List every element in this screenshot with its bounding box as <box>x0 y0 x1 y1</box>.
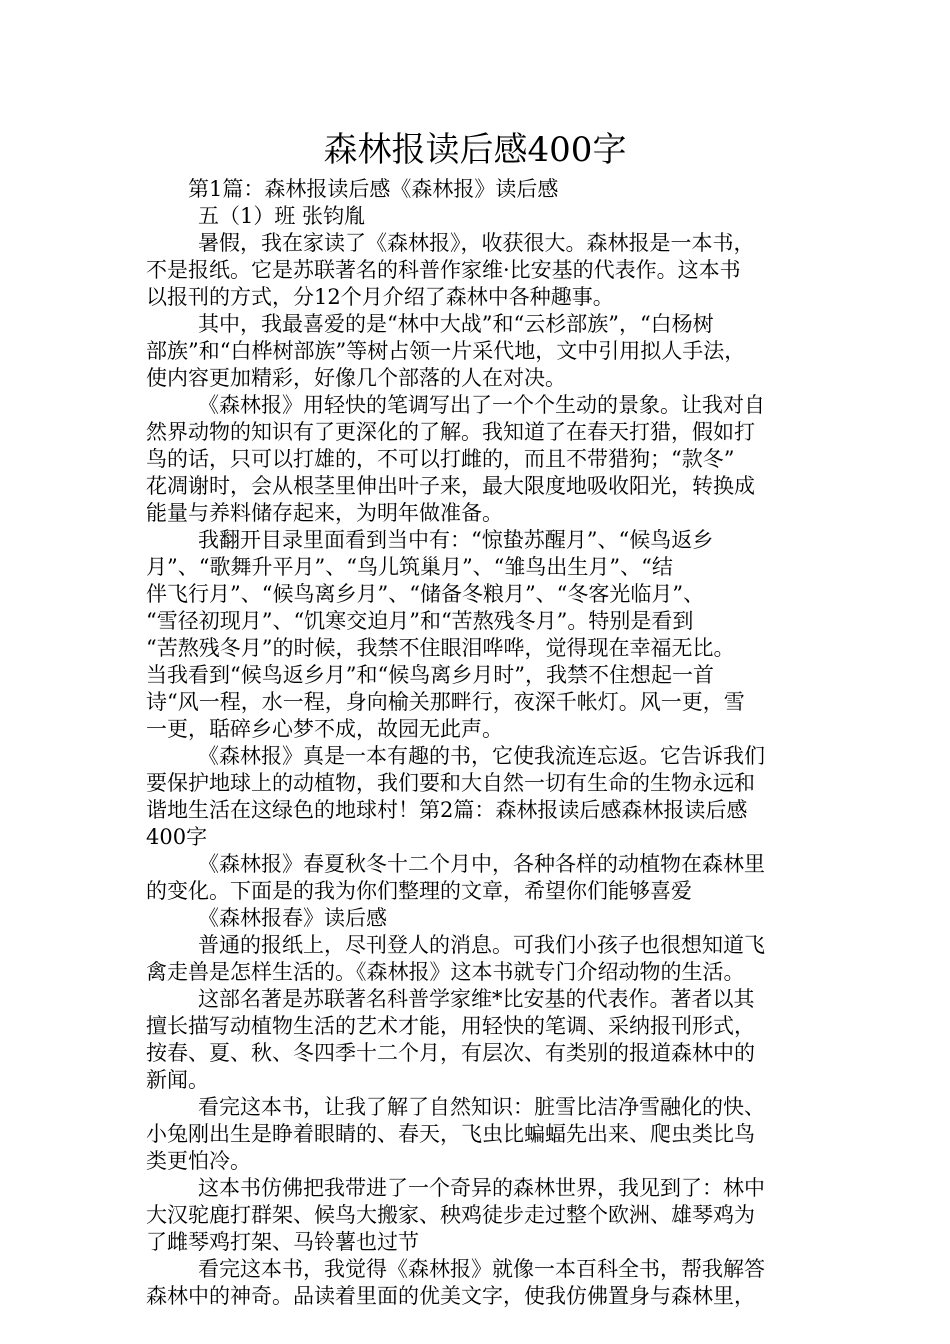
text-line: 《森林报》春夏秋冬十二个月中，各种各样的动植物在森林里 <box>198 852 765 876</box>
text-line: 要保护地球上的动植物，我们要和大自然一切有生命的生物永远和 <box>146 771 755 795</box>
text-line: 《森林报》真是一本有趣的书，它使我流连忘返。它告诉我们 <box>198 744 765 768</box>
text-line: 新闻。 <box>146 1068 209 1092</box>
text-line: “雪径初现月”、“饥寒交迫月”和“苦熬残冬月”。特别是看到 <box>146 609 694 633</box>
text-line: 这本书仿佛把我带进了一个奇异的森林世界，我见到了：林中 <box>198 1176 765 1200</box>
text-line: 看完这本书，我觉得《森林报》就像一本百科全书，帮我解答 <box>198 1257 765 1281</box>
text-line: “苦熬残冬月”的时候，我禁不住眼泪哗哗，觉得现在幸福无比。 <box>146 636 735 660</box>
section-heading: 第1篇：森林报读后感《森林报》读后感 <box>188 177 559 201</box>
text-line: 普通的报纸上，尽刊登人的消息。可我们小孩子也很想知道飞 <box>198 933 765 957</box>
text-line: 伴飞行月”、“候鸟离乡月”、“储备冬粮月”、“冬客光临月”、 <box>146 582 705 606</box>
text-line: 能量与养料储存起来，为明年做准备。 <box>146 501 503 525</box>
subtitle-line: 《森林报春》读后感 <box>198 906 387 930</box>
text-line: 一更，聒碎乡心梦不成，故园无此声。 <box>146 717 503 741</box>
text-line: 大汉驼鹿打群架、候鸟大搬家、秧鸡徒步走过整个欧洲、雄琴鸡为 <box>146 1203 755 1227</box>
text-line: 月”、“歌舞升平月”、“鸟儿筑巢月”、“雏鸟出生月”、“结 <box>146 555 673 579</box>
text-line: 的变化。下面是的我为你们整理的文章，希望你们能够喜爱 <box>146 879 692 903</box>
document-title: 森林报读后感400字 <box>323 130 627 170</box>
text-line: 按春、夏、秋、冬四季十二个月，有层次、有类别的报道森林中的 <box>146 1041 755 1065</box>
text-line: 部族”和“白桦树部族”等树占领一片采代地，文中引用拟人手法， <box>146 339 746 363</box>
text-line: 了雌琴鸡打架、马铃薯也过节 <box>146 1230 419 1254</box>
text-line: 鸟的话，只可以打雄的，不可以打雌的，而且不带猎狗；“款冬” <box>146 447 735 471</box>
text-line: 谐地生活在这绿色的地球村！第2篇：森林报读后感森林报读后感 <box>146 798 748 822</box>
text-line: 其中，我最喜爱的是“林中大战”和“云杉部族”，“白杨树 <box>198 312 714 336</box>
text-line: 诗“风一程，水一程，身向榆关那畔行，夜深千帐灯。风一更，雪 <box>146 690 745 714</box>
text-line: 然界动物的知识有了更深化的了解。我知道了在春天打猎，假如打 <box>146 420 755 444</box>
text-line: 小兔刚出生是睁着眼睛的、春天，飞虫比蝙蝠先出来、爬虫类比鸟 <box>146 1122 755 1146</box>
text-line: 擅长描写动植物生活的艺术才能，用轻快的笔调、采纳报刊形式， <box>146 1014 755 1038</box>
text-line: 《森林报》用轻快的笔调写出了一个个生动的景象。让我对自 <box>198 393 765 417</box>
author-line: 五（1）班 张钧胤 <box>198 204 366 228</box>
text-line: 森林中的神奇。品读着里面的优美文字，使我仿佛置身与森林里， <box>146 1284 755 1308</box>
text-line: 类更怕冷。 <box>146 1149 251 1173</box>
text-line: 400字 <box>146 825 208 849</box>
text-line: 看完这本书，让我了解了自然知识：脏雪比洁净雪融化的快、 <box>198 1095 765 1119</box>
text-line: 不是报纸。它是苏联著名的科普作家维·比安基的代表作。这本书 <box>146 258 741 282</box>
text-line: 这部名著是苏联著名科普学家维*比安基的代表作。著者以其 <box>198 987 755 1011</box>
text-line: 以报刊的方式，分12个月介绍了森林中各种趣事。 <box>146 285 614 309</box>
text-line: 当我看到“候鸟返乡月”和“候鸟离乡月时”，我禁不住想起一首 <box>146 663 714 687</box>
text-line: 暑假，我在家读了《森林报》，收获很大。森林报是一本书， <box>198 231 755 255</box>
text-line: 使内容更加精彩，好像几个部落的人在对决。 <box>146 366 566 390</box>
document-body <box>146 176 810 1310</box>
text-line: 我翻开目录里面看到当中有：“惊蛰苏醒月”、“候鸟返乡 <box>198 528 714 552</box>
text-line: 禽走兽是怎样生活的。《森林报》这本书就专门介绍动物的生活。 <box>146 960 745 984</box>
text-line: 花凋谢时，会从根茎里伸出叶子来，最大限度地吸收阳光，转换成 <box>146 474 755 498</box>
